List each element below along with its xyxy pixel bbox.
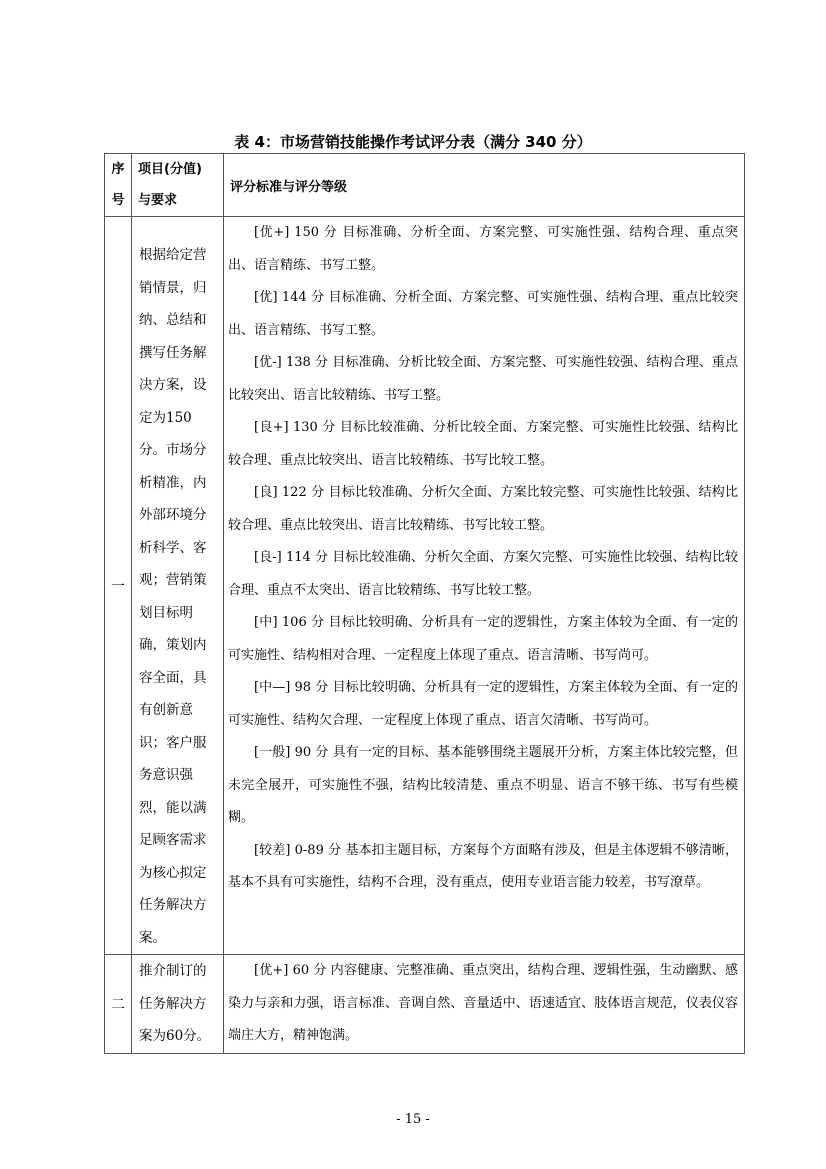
header-seq	[105, 154, 132, 217]
table-header-row	[105, 154, 745, 217]
criteria-item: [优+] 150 分 目标准确、分析全面、方案完整、可实施性强、结构合理、重点突出、语言精练、书写工整。	[228, 225, 738, 273]
scoring-table	[104, 153, 745, 1054]
header-item-line1: 项目(分值)	[138, 162, 202, 177]
criteria-item: [优-] 138 分 目标准确、分析比较全面、方案完整、可实施性较强、结构合理、重点比较突出、语言比较精练、书写工整。	[228, 355, 738, 403]
row-criteria	[224, 217, 745, 955]
page-number: - 15 -	[396, 1112, 430, 1127]
table-row	[105, 217, 745, 955]
header-item	[132, 154, 224, 217]
criteria-item: [优] 144 分 目标准确、分析全面、方案完整、可实施性强、结构合理、重点比较突出、语言精练、书写工整。	[228, 290, 738, 338]
criteria-item: [优+] 60 分 内容健康、完整准确、重点突出，结构合理、逻辑性强，生动幽默、感染力与亲和力强，语言标准、音调自然、音量适中、语速适宜、肢体语言规范，仪表仪容端庄大方，精神饱满。	[228, 963, 738, 1043]
row-requirement: 根据给定营销情景，归纳、总结和撰写任务解决方案，设定为150分。市场分析精准，内外部环境分析科学、客观；营销策划目标明确，策划内容全面，具有创新意识；客户服务意识强烈，能以满足顾客需求为核心拟定任务解决方案。	[132, 217, 224, 955]
header-item-line2: 与要求	[138, 193, 178, 208]
header-seq-line1: 序	[111, 162, 125, 177]
table-row	[105, 955, 745, 1054]
criteria-item: [较差] 0-89 分 基本扣主题目标，方案每个方面略有涉及，但是主体逻辑不够清晰，基本不具有可实施性，结构不合理，没有重点，使用专业语言能力较差，书写潦草。	[228, 842, 738, 890]
criteria-item: [一般] 90 分 具有一定的目标、基本能够围绕主题展开分析，方案主体比较完整，但未完全展开，可实施性不强，结构比较清楚、重点不明显、语言不够干练、书写有些模糊。	[228, 745, 738, 825]
criteria-item: [良-] 114 分 目标比较准确、分析欠全面、方案欠完整、可实施性比较强、结构比较合理、重点不太突出、语言比较精练、书写比较工整。	[228, 550, 738, 598]
row-criteria	[224, 955, 745, 1054]
header-seq-line2: 号	[111, 193, 125, 208]
row-seq: 一	[105, 217, 132, 955]
table-title: 表 4：市场营销技能操作考试评分表（满分 340 分）	[234, 133, 592, 151]
criteria-item: [良+] 130 分 目标比较准确、分析比较全面、方案完整、可实施性比较强、结构比较合理、重点比较突出、语言比较精练、书写比较工整。	[228, 420, 738, 468]
row-seq: 二	[105, 955, 132, 1054]
criteria-item: [中] 106 分 目标比较明确、分析具有一定的逻辑性，方案主体较为全面、有一定的可实施性、结构相对合理、一定程度上体现了重点、语言清晰、书写尚可。	[228, 615, 738, 663]
header-standard: 评分标准与评分等级	[224, 154, 745, 217]
criteria-item: [良] 122 分 目标比较准确、分析欠全面、方案比较完整、可实施性比较强、结构比较合理、重点比较突出、语言比较精练、书写比较工整。	[228, 485, 738, 533]
row-requirement: 推介制订的任务解决方案为60分。	[132, 955, 224, 1054]
criteria-item: [中—] 98 分 目标比较明确、分析具有一定的逻辑性，方案主体较为全面、有一定的可实施性、结构欠合理、一定程度上体现了重点、语言欠清晰、书写尚可。	[228, 680, 738, 728]
